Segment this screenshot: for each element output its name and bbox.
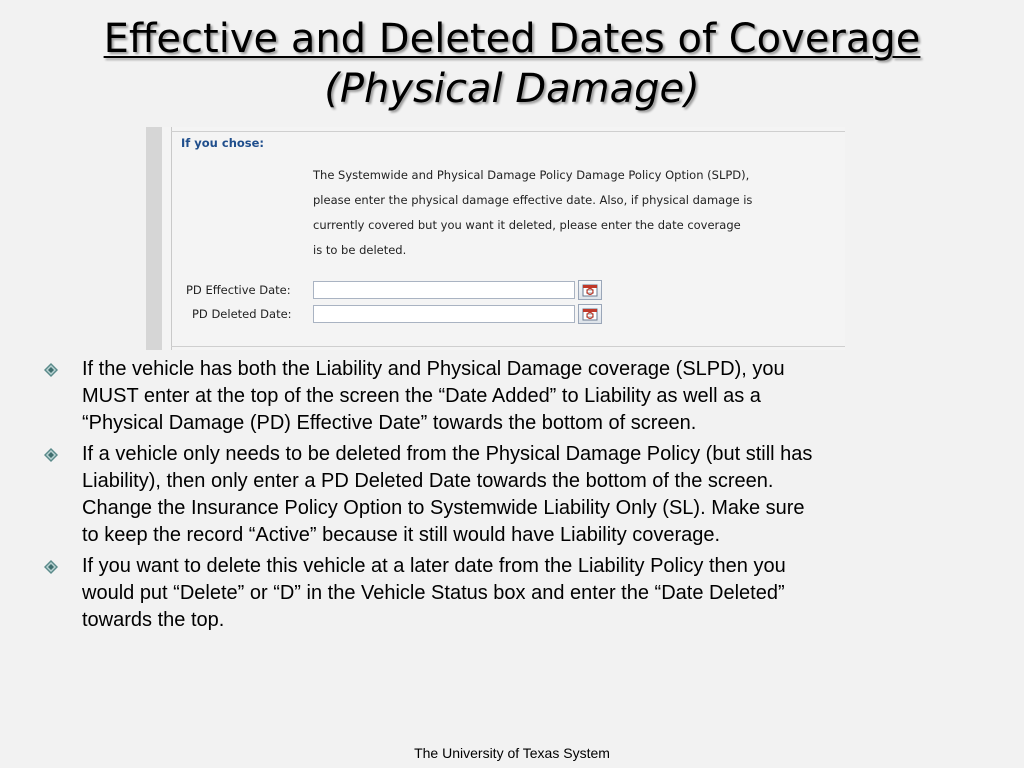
bullet-item	[42, 441, 922, 549]
title-line-2: (Physical Damage)	[324, 66, 700, 112]
calendar-icon	[582, 307, 598, 321]
bullet-line: If a vehicle only needs to be deleted from the Physical Damage Policy (but still has	[82, 443, 813, 465]
pd-deleted-date-label: PD Deleted Date:	[192, 307, 292, 321]
diamond-bullet-icon	[44, 448, 58, 462]
pd-effective-date-input[interactable]	[313, 281, 575, 299]
form-description-line: currently covered but you want it deleted, please enter the date coverage	[313, 218, 741, 232]
slide-footer: The University of Texas System	[414, 745, 610, 761]
bullet-item	[42, 553, 922, 634]
bullet-list	[42, 356, 922, 638]
diamond-bullet-icon	[44, 560, 58, 574]
pd-deleted-date-calendar-button[interactable]	[578, 304, 602, 324]
slide-title	[0, 14, 1024, 114]
bullet-item	[42, 356, 922, 437]
bullet-line: MUST enter at the top of the screen the “Date Added” to Liability as well as a	[82, 385, 761, 407]
form-description-line: please enter the physical damage effective date. Also, if physical damage is	[313, 193, 753, 207]
bullet-line: Change the Insurance Policy Option to Systemwide Liability Only (SL). Make sure	[82, 497, 805, 519]
pd-deleted-date-input[interactable]	[313, 305, 575, 323]
bullet-line: If the vehicle has both the Liability and Physical Damage coverage (SLPD), you	[82, 358, 785, 380]
bullet-line: would put “Delete” or “D” in the Vehicle Status box and enter the “Date Deleted”	[82, 582, 785, 604]
form-divider-bottom	[171, 346, 845, 347]
form-screenshot	[146, 127, 845, 350]
form-description-line: is to be deleted.	[313, 243, 407, 257]
bullet-line: “Physical Damage (PD) Effective Date” towards the bottom of screen.	[82, 412, 697, 434]
form-heading: If you chose:	[181, 136, 265, 150]
form-left-bar	[146, 127, 162, 350]
title-line-1: Effective and Deleted Dates of Coverage	[103, 16, 921, 62]
bullet-line: to keep the record “Active” because it still would have Liability coverage.	[82, 524, 721, 546]
form-description	[313, 163, 833, 263]
pd-effective-date-calendar-button[interactable]	[578, 280, 602, 300]
form-divider-top	[171, 131, 845, 132]
bullet-line: towards the top.	[82, 609, 225, 631]
pd-effective-date-label: PD Effective Date:	[186, 283, 291, 297]
calendar-icon	[582, 283, 598, 297]
form-description-line: The Systemwide and Physical Damage Policy Damage Policy Option (SLPD),	[313, 168, 750, 182]
bullet-line: If you want to delete this vehicle at a later date from the Liability Policy then you	[82, 555, 786, 577]
bullet-line: Liability), then only enter a PD Deleted Date towards the bottom of the screen.	[82, 470, 774, 492]
diamond-bullet-icon	[44, 363, 58, 377]
form-divider-vertical	[171, 127, 172, 350]
